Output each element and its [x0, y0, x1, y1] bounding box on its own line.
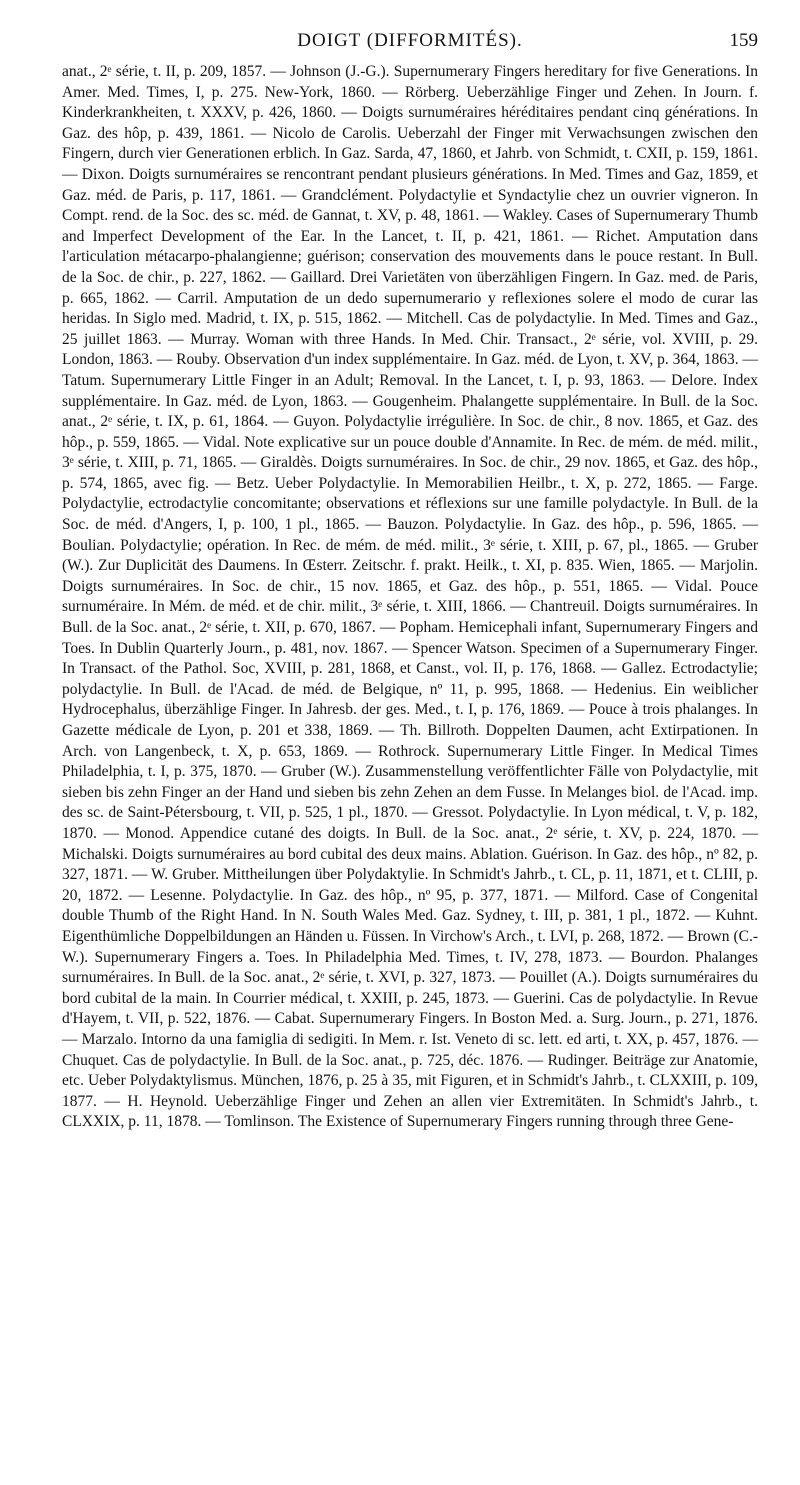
bibliography-paragraph: anat., 2ᵉ série, t. II, p. 209, 1857. — Johnson (J.-G.). Supernumerary Fingers hereditary for five Generations. In Amer. Med. Times, I, p. 275. New-York, 1860. — Rörberg. Ueberzählige Finger und Zehen. In Journ. f. Kinderkrankheiten, t. XXXV, p. 426, 1860. — Doigts surnuméraires héréditaires pendant cinq générations. In Gaz. des hôp, p. 439, 1861. — Nicolo de Carolis. Ueberzahl der Finger mit Verwachsungen zwischen den Fingern, durch vier Generationen erblich. In Gaz. Sarda, 47, 1860, et Jahrb. von Schmidt, t. CXII, p. 159, 1861. — Dixon. Doigts surnuméraires se rencontrant pendant plusieurs générations. In Med. Times and Gaz, 1859, et Gaz. méd. de Paris, p. 117, 1861. — Grandclément. Polydactylie et Syndactylie chez un ouvrier vigneron. In Compt. rend. de la Soc. des sc. méd. de Gannat, t. XV, p. 48, 1861. — Wakley. Cases of Supernumerary Thumb and Imperfect Development of the Ear. In the Lancet, t. II, p. 421, 1861. — Richet. Amputation dans l'articulation métacarpo-phalangienne; guérison; conservation des mouvements dans le pouce restant. In Bull. de la Soc. de chir., p. 227, 1862. — Gaillard. Drei Varietäten von überzähligen Fingern. In Gaz. med. de Paris, p. 665, 1862. — Carril. Amputation de un dedo supernumerario y reflexiones solere el modo de curar las heridas. In Siglo med. Madrid, t. IX, p. 515, 1862. — Mitchell. Cas de polydactylie. In Med. Times and Gaz., 25 juillet 1863. — Murray. Woman with three Hands. In Med. Chir. Transact., 2ᵉ série, vol. XVIII, p. 29. London, 1863. — Rouby. Observation d'un index supplémentaire. In Gaz. méd. de Lyon, t. XV, p. 364, 1863. — Tatum. Supernumerary Little Finger in an Adult; Removal. In the Lancet, t. I, p. 93, 1863. — Delore. Index supplémentaire. In Gaz. méd. de Lyon, 1863. — Gougenheim. Phalangette supplémentaire. In Bull. de la Soc. anat., 2ᵉ série, t. IX, p. 61, 1864. — Guyon. Polydactylie irrégulière. In Soc. de chir., 8 nov. 1865, et Gaz. des hôp., p. 559, 1865. — Vidal. Note explicative sur un pouce double d'Annamite. In Rec. de mém. de méd. milit., 3ᵉ série, t. XIII, p. 71, 1865. — Giraldès. Doigts surnuméraires. In Soc. de chir., 29 nov. 1865, et Gaz. des hôp., p. 574, 1865, avec fig. — Betz. Ueber Polydactylie. In Memorabilien Heilbr., t. X, p. 272, 1865. — Farge. Polydactylie, ectrodactylie concomitante; observations et réflexions sur une famille polydactyle. In Bull. de la Soc. de méd. d'Angers, I, p. 100, 1 pl., 1865. — Bauzon. Polydactylie. In Gaz. des hôp., p. 596, 1865. — Boulian. Polydactylie; opération. In Rec. de mém. de méd. milit., 3ᵉ série, t. XIII, p. 67, pl., 1865. — Gruber (W.). Zur Duplicität des Daumens. In Œsterr. Zeitschr. f. prakt. Heilk., t. XI, p. 835. Wien, 1865. — Marjolin. Doigts surnuméraires. In Soc. de chir., 15 nov. 1865, et Gaz. des hôp., p. 551, 1865. — Vidal. Pouce surnuméraire. In Mém. de méd. et de chir. milit., 3ᵉ série, t. XIII, 1866. — Chantreuil. Doigts surnuméraires. In Bull. de la Soc. anat., 2ᵉ série, t. XII, p. 670, 1867. — Popham. Hemicephali infant, Supernumerary Fingers and Toes. In Dublin Quarterly Journ., p. 481, nov. 1867. — Spencer Watson. Specimen of a Supernumerary Finger. In Transact. of the Pathol. Soc, XVIII, p. 281, 1868, et Canst., vol. II, p. 176, 1868. — Gallez. Ectrodactylie; polydactylie. In Bull. de l'Acad. de méd. de Belgique, nº 11, p. 995, 1868. — Hedenius. Ein weiblicher Hydrocephalus, überzählige Finger. In Jahresb. der ges. Med., t. I, p. 176, 1869. — Pouce à trois phalanges. In Gazette médicale de Lyon, p. 201 et 338, 1869. — Th. Billroth. Doppelten Daumen, acht Extirpationen. In Arch. von Langenbeck, t. X, p. 653, 1869. — Rothrock. Supernumerary Little Finger. In Medical Times Philadelphia, t. I, p. 375, 1870. — Gruber (W.). Zusammenstellung veröffentlichter Fälle von Polydactylie, mit sieben bis zehn Finger an der Hand und sieben bis zehn Zehen an dem Fusse. In Melanges biol. de l'Acad. imp. des sc. de Saint-Pétersbourg, t. VII, p. 525, 1 pl., 1870. — Gressot. Polydactylie. In Lyon médical, t. V, p. 182, 1870. — Monod. Appendice cutané des doigts. In Bull. de la Soc. anat., 2ᵉ série, t. XV, p. 224, 1870. — Michalski. Doigts surnuméraires au bord cubital des deux mains. Ablation. Guérison. In Gaz. des hôp., nº 82, p. 327, 1871. — W. Gruber. Mittheilungen über Polydaktylie. In Schmidt's Jahrb., t. CL, p. 11, 1871, et t. CLIII, p. 20, 1872. — Lesenne. Polydactylie. In Gaz. des hôp., nº 95, p. 377, 1871. — Milford. Case of Congenital double Thumb of the Right Hand. In N. South Wales Med. Gaz. Sydney, t. III, p. 381, 1 pl., 1872. — Kuhnt. Eigenthümliche Doppelbildungen an Händen u. Füssen. In Virchow's Arch., t. LVI, p. 268, 1872. — Brown (C.-W.). Supernumerary Fingers a. Toes. In Philadelphia Med. Times, t. IV, 278, 1873. — Bourdon. Phalanges surnuméraires. In Bull. de la Soc. anat., 2ᵉ série, t. XVI, p. 327, 1873. — Pouillet (A.). Doigts surnuméraires du bord cubital de la main. In Courrier médical, t. XXIII, p. 245, 1873. — Guerini. Cas de polydactylie. In Revue d'Hayem, t. VII, p. 522, 1876. — Cabat. Supernumerary Fingers. In Boston Med. a. Surg. Journ., p. 271, 1876. — Marzalo. Intorno da una famiglia di sedigiti. In Mem. r. Ist. Veneto di sc. lett. ed arti, t. XX, p. 457, 1876. — Chuquet. Cas de polydactylie. In Bull. de la Soc. anat., p. 725, déc. 1876. — Rudinger. Beiträge zur Anatomie, etc. Ueber Polydaktylismus. München, 1876, p. 25 à 35, mit Figuren, et in Schmidt's Jahrb., t. CLXXIII, p. 109, 1877. — H. Heynold. Ueberzählige Finger und Zehen an allen vier Extremitäten. In Schmidt's Jahrb., t. CLXXIX, p. 11, 1878. — Tomlinson. The Existence of Supernumerary Fingers running through three Gene- [62, 63, 758, 1131]
running-title: DOIGT (DIFFORMITÉS). [297, 30, 523, 51]
page-number: 159 [729, 30, 758, 51]
running-header [62, 30, 758, 52]
bibliography-text [62, 62, 758, 1133]
